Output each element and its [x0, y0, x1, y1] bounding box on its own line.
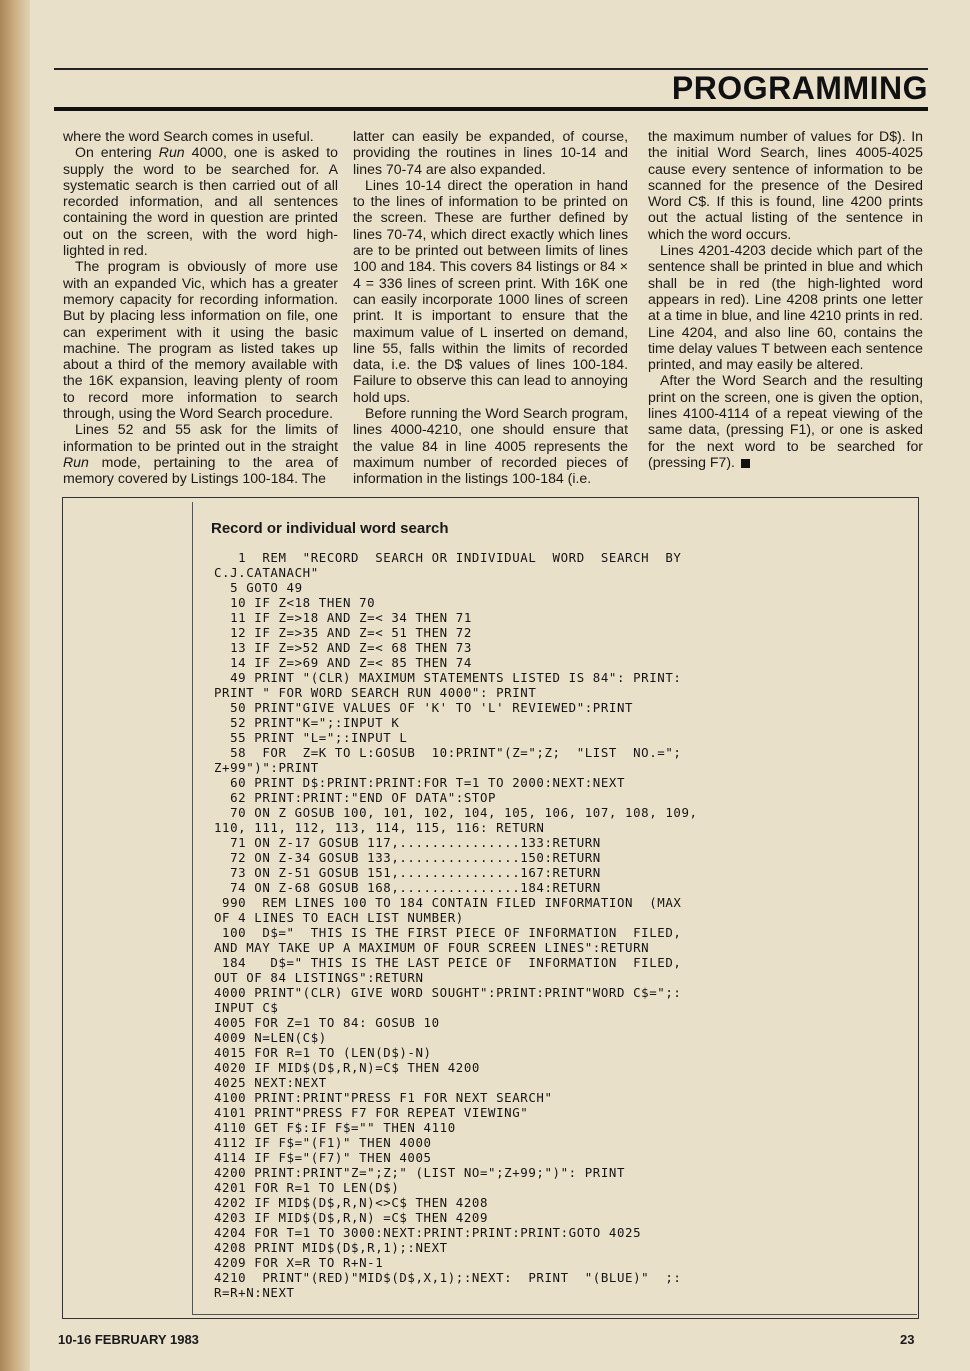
code-line: 14 IF Z=>69 AND Z=< 85 THEN 74 [214, 655, 472, 670]
code-line: 4101 PRINT"PRESS F7 FOR REPEAT VIEWING" [214, 1105, 529, 1120]
run-mode-term: Run [63, 453, 89, 470]
page-spine [0, 0, 30, 1371]
paragraph: the maximum number of values for D$). In the initial Word Search, lines 4005-4025 cause every sentence of information to be scanned for the presence of the Desired Word C$. If this is found, line 4200 prints out the actual listing of the sentence in which the word occurs. [648, 128, 923, 242]
paragraph: Lines 52 and 55 ask for the limits of information to be printed out in the straight Run mode, pertaining to the area of memory covered by Listings 100-184. The [63, 421, 338, 487]
code-line: 11 IF Z=>18 AND Z=< 34 THEN 71 [214, 610, 472, 625]
paragraph: On entering Run 4000, one is asked to supply the word to be searched for. A systematic search is then carried out of all recorded information, and all sentences containing the word in question are printed out on the screen, with the word high-lighted in red. [63, 144, 338, 259]
text-column-1 [63, 128, 338, 487]
code-line: Z+99")":PRINT [214, 760, 319, 775]
code-line: 4200 PRINT:PRINT"Z=";Z;" (LIST NO=";Z+99;")": PRINT [214, 1165, 626, 1180]
code-line: C.J.CATANACH" [214, 565, 319, 580]
code-line: 74 ON Z-68 GOSUB 168,...............184:RETURN [214, 880, 601, 895]
code-line: 1 REM "RECORD SEARCH OR INDIVIDUAL WORD SEARCH BY [214, 550, 682, 565]
code-line: 4100 PRINT:PRINT"PRESS F1 FOR NEXT SEARCH" [214, 1090, 553, 1105]
code-line: 10 IF Z<18 THEN 70 [214, 595, 376, 610]
paragraph-text: After the Word Search and the resulting print on the screen, one is given the option, lines 4100-4114 of a repeat viewing of the same data, (pressing F1), or one is asked for the next word to be searched for (pressing F7). [648, 372, 923, 470]
code-line: 58 FOR Z=K TO L:GOSUB 10:PRINT"(Z=";Z; "LIST NO.="; [214, 745, 682, 760]
code-line: 50 PRINT"GIVE VALUES OF 'K' TO 'L' REVIEWED":PRINT [214, 700, 634, 715]
section-title: PROGRAMMING [671, 70, 928, 106]
code-line: 4110 GET F$:IF F$="" THEN 4110 [214, 1120, 456, 1135]
paragraph: Lines 4201-4203 decide which part of the sentence shall be printed in blue and which shall be in red (the high-lighted word appears in red). Line 4208 prints one letter at a time in blue, and line 4210 prints in red. Line 4204, and also line 60, contains the time delay values T between each sentence printed, and may easily be altered. [648, 242, 923, 373]
code-line: R=R+N:NEXT [214, 1285, 295, 1300]
code-line: 12 IF Z=>35 AND Z=< 51 THEN 72 [214, 625, 472, 640]
code-line: 13 IF Z=>52 AND Z=< 68 THEN 73 [214, 640, 472, 655]
code-line: PRINT " FOR WORD SEARCH RUN 4000": PRINT [214, 685, 537, 700]
header-title-rule [54, 107, 928, 111]
code-line: 100 D$=" THIS IS THE FIRST PIECE OF INFORMATION FILED, [214, 925, 682, 940]
code-line: 4203 IF MID$(D$,R,N) =C$ THEN 4209 [214, 1210, 489, 1225]
listing-title: Record or individual word search [211, 520, 449, 537]
code-line: 4000 PRINT"(CLR) GIVE WORD SOUGHT":PRINT:PRINT"WORD C$=";: [214, 985, 682, 1000]
text-column-2 [353, 128, 628, 487]
code-line: 49 PRINT "(CLR) MAXIMUM STATEMENTS LISTED IS 84": PRINT: [214, 670, 682, 685]
paragraph: Before running the Word Search program, lines 4000-4210, one should ensure that the value 84 in line 4005 represents the maximum number of recorded pieces of information in the listings 100-184 (i.e. [353, 405, 628, 487]
code-line: 55 PRINT "L=";:INPUT L [214, 730, 408, 745]
end-of-article-mark [741, 459, 750, 468]
code-line: 4114 IF F$="(F7)" THEN 4005 [214, 1150, 432, 1165]
code-line: INPUT C$ [214, 1000, 279, 1015]
code-line: 52 PRINT"K=";:INPUT K [214, 715, 400, 730]
code-line: 4210 PRINT"(RED)"MID$(D$,X,1);:NEXT: PRINT "(BLUE)" ;: [214, 1270, 682, 1285]
paragraph: latter can easily be expanded, of course, providing the routines in lines 10-14 and lines 70-74 are also expanded. [353, 128, 628, 177]
code-line: 73 ON Z-51 GOSUB 151,...............167:RETURN [214, 865, 601, 880]
code-line: 4204 FOR T=1 TO 3000:NEXT:PRINT:PRINT:PRINT:GOTO 4025 [214, 1225, 642, 1240]
code-line: 70 ON Z GOSUB 100, 101, 102, 104, 105, 106, 107, 108, 109, [214, 805, 698, 820]
text-column-3 [648, 128, 923, 470]
code-line: 5 GOTO 49 [214, 580, 303, 595]
code-line: 4020 IF MID$(D$,R,N)=C$ THEN 4200 [214, 1060, 480, 1075]
code-line: 4208 PRINT MID$(D$,R,1);:NEXT [214, 1240, 448, 1255]
code-line: 990 REM LINES 100 TO 184 CONTAIN FILED INFORMATION (MAX [214, 895, 682, 910]
code-line: 62 PRINT:PRINT:"END OF DATA":STOP [214, 790, 497, 805]
paragraph: The program is obviously of more use with an expanded Vic, which has a greater memory capacity for recording information. But by placing less information on file, one can experiment with it using the basic machine. The program as listed takes up about a third of the memory available with the 16K expansion, leaving plenty of room to record more information to search through, using the Word Search procedure. [63, 258, 338, 422]
page-number: 23 [900, 1332, 915, 1347]
code-line: 4025 NEXT:NEXT [214, 1075, 327, 1090]
code-line: 110, 111, 112, 113, 114, 115, 116: RETURN [214, 820, 545, 835]
code-line: 4009 N=LEN(C$) [214, 1030, 327, 1045]
code-line: 4112 IF F$="(F1)" THEN 4000 [214, 1135, 432, 1150]
code-line: OF 4 LINES TO EACH LIST NUMBER) [214, 910, 464, 925]
code-line: 72 ON Z-34 GOSUB 133,...............150:RETURN [214, 850, 601, 865]
code-line: 4202 IF MID$(D$,R,N)<>C$ THEN 4208 [214, 1195, 489, 1210]
code-line: 60 PRINT D$:PRINT:PRINT:FOR T=1 TO 2000:NEXT:NEXT [214, 775, 626, 790]
code-line: 4015 FOR R=1 TO (LEN(D$)-N) [214, 1045, 432, 1060]
run-mode-term: Run [158, 144, 185, 161]
paragraph: Lines 10-14 direct the operation in hand to the lines of information to be printed on the screen. These are further defined by lines 70-74, which direct exactly which lines are to be printed out between limits of lines 100 and 184. This covers 84 listings or 84 × 4 = 336 lines of screen print. With 16K one can easily incorporate 1000 lines of screen print. It is important to ensure that the maximum value of L inserted on demand, line 55, falls within the limits of recorded data, i.e. the D$ values of lines 100-184. Failure to observe this can lead to annoying hold ups. [353, 176, 628, 405]
code-line: 4201 FOR R=1 TO LEN(D$) [214, 1180, 400, 1195]
code-line: 71 ON Z-17 GOSUB 117,...............133:RETURN [214, 835, 601, 850]
program-listing [214, 550, 744, 1300]
paragraph [648, 372, 923, 470]
code-line: 184 D$=" THIS IS THE LAST PEICE OF INFORMATION FILED, [214, 955, 682, 970]
code-line: 4005 FOR Z=1 TO 84: GOSUB 10 [214, 1015, 440, 1030]
footer-date: 10-16 FEBRUARY 1983 [58, 1332, 199, 1347]
code-line: OUT OF 84 LISTINGS":RETURN [214, 970, 424, 985]
code-line: AND MAY TAKE UP A MAXIMUM OF FOUR SCREEN LINES":RETURN [214, 940, 650, 955]
paragraph: where the word Search comes in useful. [63, 128, 314, 144]
code-line: 4209 FOR X=R TO R+N-1 [214, 1255, 384, 1270]
